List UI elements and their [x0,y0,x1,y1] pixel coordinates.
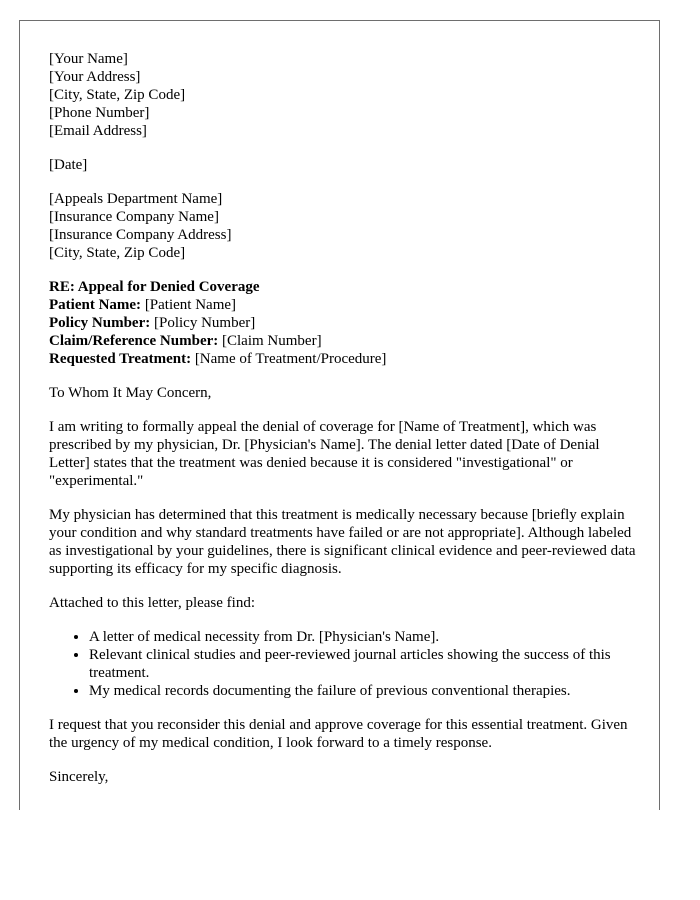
recipient-company: [Insurance Company Name] [49,209,219,225]
reference-label: Claim/Reference Number: [49,333,219,349]
salutation: To Whom It May Concern, [49,385,212,401]
attachments-list [49,628,639,700]
reference-label: Policy Number: [49,315,151,331]
letter-date: [Date] [49,157,88,173]
subject-line [49,278,639,296]
subject-text: RE: Appeal for Denied Coverage [49,279,260,295]
attachment-item: • A letter of medical necessity from Dr. [Physician's Name]. [89,628,639,646]
reference-value: [Claim Number] [222,333,322,349]
recipient-address: [Insurance Company Address] [49,227,232,243]
reference-label: Patient Name: [49,297,142,313]
recipient-department: [Appeals Department Name] [49,191,223,207]
sender-block [49,50,639,140]
reference-requested-treatment [49,350,639,368]
reference-claim-number [49,332,639,350]
reference-value: [Policy Number] [153,315,256,331]
sender-city-state-zip: [City, State, Zip Code] [49,87,186,103]
sender-address: [Your Address] [49,69,141,85]
body-paragraph-2: My physician has determined that this treatment is medically necessary because [briefly explain your condition and why standard treatments have failed or are not appropriate]. Although labeled as investigational by your guidelines, there is significant clinical evidence and peer-reviewed data supporting its efficacy for my specific diagnosis. [49,507,636,577]
attachment-item: • My medical records documenting the failure of previous conventional therapies. [89,682,639,700]
attachment-item: • Relevant clinical studies and peer-reviewed journal articles showing the success of this treatment. [89,646,639,682]
closing: Sincerely, [49,769,109,785]
reference-label: Requested Treatment: [49,351,192,367]
letter-content [49,50,639,802]
attachments-intro: Attached to this letter, please find: [49,595,256,611]
reference-value: [Patient Name] [144,297,237,313]
sender-name: [Your Name] [49,51,128,67]
reference-value: [Name of Treatment/Procedure] [194,351,387,367]
date-block [49,156,639,174]
body-paragraph-3: I request that you reconsider this denial and approve coverage for this essential treatment. Given the urgency of my medical condition, I look forward to a timely response. [49,717,628,751]
recipient-block [49,190,639,262]
body-paragraph-1: I am writing to formally appeal the denial of coverage for [Name of Treatment], which was prescribed by my physician, Dr. [Physician's Name]. The denial letter dated [Date of Denial Letter] states that the treatment was denied because it is considered "investigational" or "experimental." [49,419,600,489]
reference-block [49,278,639,368]
reference-patient-name [49,296,639,314]
sender-email: [Email Address] [49,123,147,139]
recipient-city-state-zip: [City, State, Zip Code] [49,245,186,261]
reference-policy-number [49,314,639,332]
letter-page [19,20,660,810]
sender-phone: [Phone Number] [49,105,150,121]
